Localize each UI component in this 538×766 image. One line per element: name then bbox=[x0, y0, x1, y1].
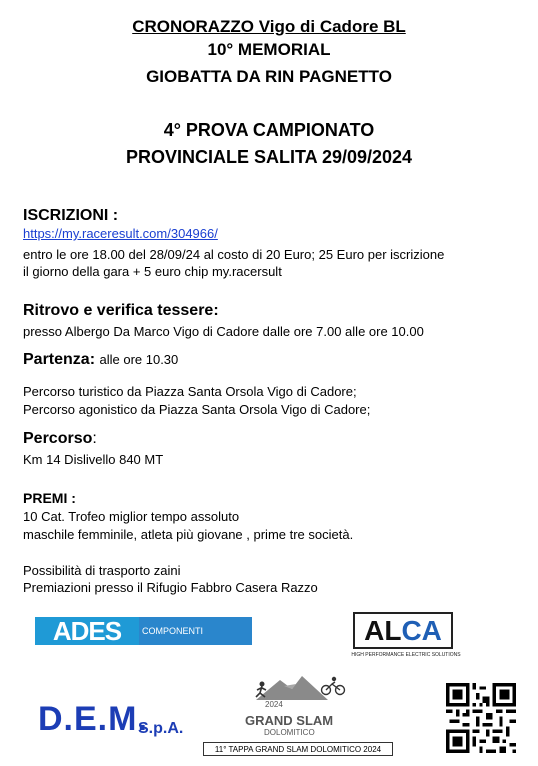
grand-slam-tappa-label: 11° TAPPA GRAND SLAM DOLOMITICO 2024 bbox=[203, 742, 393, 756]
alca-subtitle: HIGH PERFORMANCE ELECTRIC SOLUTIONS bbox=[351, 652, 461, 658]
qr-code[interactable] bbox=[446, 683, 516, 753]
percorso-colon: : bbox=[92, 430, 97, 447]
percorso-line1: Km 14 Dislivello 840 MT bbox=[23, 452, 164, 467]
iscrizioni-line2: il giorno della gara + 5 euro chip my.racersult bbox=[23, 264, 282, 279]
partenza-heading: Partenza: bbox=[23, 351, 96, 368]
ritrovo-heading: Ritrovo e verifica tessere: bbox=[23, 302, 219, 319]
extra-line1: Possibilità di trasporto zaini bbox=[23, 563, 181, 578]
alca-logo bbox=[353, 612, 453, 649]
event-title: CRONORAZZO Vigo di Cadore BL bbox=[132, 17, 406, 36]
dem-logo: D.E.M. bbox=[38, 700, 148, 738]
iscrizioni-line1: entro le ore 18.00 del 28/09/24 al costo di 20 Euro; 25 Euro per iscrizione bbox=[23, 247, 445, 262]
memorial-name: GIOBATTA DA RIN PAGNETTO bbox=[146, 67, 392, 86]
ades-subtitle: COMPONENTI ELETTRONICI bbox=[139, 617, 252, 645]
percorso-heading: Percorso bbox=[23, 430, 93, 447]
registration-link[interactable]: https://my.raceresult.com/304966/ bbox=[23, 226, 218, 241]
premi-heading: PREMI : bbox=[23, 490, 76, 506]
alca-ca: CA bbox=[401, 615, 442, 646]
partenza-time: alle ore 10.30 bbox=[99, 352, 179, 367]
partenza-row bbox=[23, 351, 178, 369]
grand-slam-year: 2024 bbox=[265, 700, 283, 709]
grand-slam-subtitle: DOLOMITICO bbox=[264, 728, 315, 737]
premi-line1: 10 Cat. Trofeo miglior tempo assoluto bbox=[23, 509, 240, 524]
ades-wordmark: ADES bbox=[35, 617, 139, 645]
dem-spa-label: S.p.A. bbox=[138, 720, 184, 737]
ades-logo bbox=[35, 616, 252, 664]
iscrizioni-heading: ISCRIZIONI : bbox=[23, 207, 119, 224]
premi-line2: maschile femminile, atleta più giovane , prime tre società. bbox=[23, 527, 354, 542]
partenza-line2: Percorso agonistico da Piazza Santa Orsola Vigo di Cadore; bbox=[23, 402, 371, 417]
grand-slam-title: GRAND SLAM bbox=[245, 713, 334, 728]
memorial-title: 10° MEMORIAL bbox=[207, 40, 331, 59]
alca-wordmark bbox=[355, 614, 451, 647]
extra-line2: Premiazioni presso il Rifugio Fabbro Casera Razzo bbox=[23, 580, 318, 595]
championship-title: 4° PROVA CAMPIONATO bbox=[163, 120, 375, 140]
championship-date: PROVINCIALE SALITA 29/09/2024 bbox=[125, 147, 413, 167]
ritrovo-line1: presso Albergo Da Marco Vigo di Cadore dalle ore 7.00 alle ore 10.00 bbox=[23, 324, 424, 339]
partenza-line1: Percorso turistico da Piazza Santa Orsola Vigo di Cadore; bbox=[23, 384, 357, 399]
mountain-runner-cyclist-icon bbox=[250, 672, 346, 702]
alca-al: AL bbox=[364, 615, 402, 646]
percorso-row bbox=[23, 430, 97, 448]
